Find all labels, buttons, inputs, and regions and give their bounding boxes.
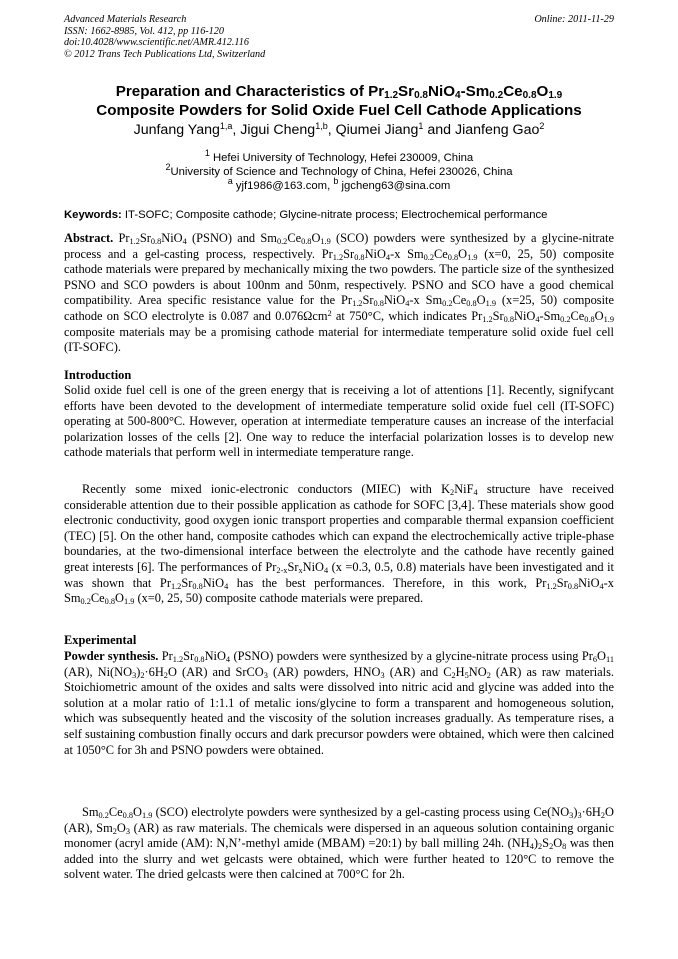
keywords-text: IT-SOFC; Composite cathode; Glycine-nitrate process; Electrochemical performance bbox=[121, 209, 548, 221]
issn-line: ISSN: 1662-8985, Vol. 412, pp 116-120 bbox=[64, 25, 224, 37]
title-line-2: Composite Powders for Solid Oxide Fuel Cell Cathode Applications bbox=[96, 102, 582, 119]
affiliation-2: $^2$University of Science and Technology of China, Hefei 230026, China bbox=[165, 162, 513, 178]
powder-synthesis-label: Powder synthesis. bbox=[64, 649, 159, 663]
introduction-paragraph-2: Recently some mixed ionic-electronic conductors (MIEC) with $K_2NiF_4$ structure have received considerable attention due to their possible application as cathode for SOFC [3,4]. These materials show good electronic conductivity, good oxygen ionic transport properties and comparable thermal expansion coefficient (TEC) [5]. On the other hand, composite cathodes which can expand the electrochemically active triple-phase boundaries, at the two-dimensional interface between the electrolyte and the cathode have recently gained great interests [6]. The performances of $Pr_{2-x}Sr_xNiO_4$ (x =0.3, 0.5, 0.8) materials have been investigated and it was shown that $Pr_{1.2}Sr_{0.8}NiO_4$ has the best performances. Therefore, in this work, $Pr_{1.2}Sr_{0.8}NiO_4-x$ $Sm_{0.2}Ce_{0.8}O_{1.9}$ (x=0, 25, 50) composite cathode materials were prepared. bbox=[64, 482, 614, 607]
author-emails: $^a$ yjf1986@163.com, $^b$ jgcheng63@sina.com bbox=[227, 176, 451, 192]
paper-title bbox=[40, 82, 638, 120]
title-line-1: Preparation and Characteristics of $Pr_{1.2}Sr_{0.8}NiO_4-Sm_{0.2}Ce_{0.8}O_{1.9}$ bbox=[115, 83, 563, 101]
introduction-heading: Introduction bbox=[64, 368, 132, 382]
copyright-line: © 2012 Trans Tech Publications Ltd, Switzerland bbox=[64, 48, 266, 60]
journal-name: Advanced Materials Research bbox=[64, 14, 187, 25]
online-date: Online: 2011-11-29 bbox=[534, 14, 614, 25]
doi-line: doi:10.4028/www.scientific.net/AMR.412.116 bbox=[64, 37, 249, 48]
experimental-paragraph-2: $Sm_{0.2}Ce_{0.8}O_{1.9}$ (SCO) electrolyte powders were synthesized by a gel-casting process using $Ce(NO_3)_3\cdot 6H_2O$ (AR), $Sm_2O_3$ (AR) as raw materials. The chemicals were dispersed in an aqueous solution containing organic monomer (acryl amide (AM): N,N’-methyl amide (MBAM) =20:1) by ball milling 24h. $(NH_4)_2S_2O_8$ was then added into the slurry and wet gelcasts were obtained, which were further heated to 120°C to remove the solvent water. The dried gelcasts were then calcined at 700°C for 2h. bbox=[64, 805, 614, 882]
keywords-label: Keywords: bbox=[64, 209, 122, 221]
abstract-paragraph: Abstract. $Pr_{1.2}Sr_{0.8}NiO_4$ (PSNO) and $Sm_{0.2}Ce_{0.8}O_{1.9}$ (SCO) powders were synthesized by a glycine-nitrate process and a gel-casting process, respectively. $Pr_{1.2}Sr_{0.8}NiO_4-x$ $Sm_{0.2}Ce_{0.8}O_{1.9}$ (x=0, 25, 50) composite cathode materials were prepared by mechanically mixing the two powders. The particle size of the synthesized PSNO and SCO powders is about 100nm and 50nm, respectively. PSNO and SCO have a good chemical compatibility. Area specific resistance value for the $Pr_{1.2}Sr_{0.8}NiO_4-x$ $Sm_{0.2}Ce_{0.8}O_{1.9}$ (x=25, 50) composite cathode on SCO electrolyte is 0.087 and 0.076Ωcm$^2$ at 750°C, which indicates $Pr_{1.2}Sr_{0.8}NiO_4-Sm_{0.2}Ce_{0.8}O_{1.9}$ composite materials may be a promising cathode material for intermediate temperature solid oxide fuel cell (IT-SOFC). bbox=[64, 231, 614, 355]
journal-header bbox=[64, 14, 265, 60]
introduction-paragraph-1: Solid oxide fuel cell is one of the green energy that is receiving a lot of attentions [1]. Recently, signifycant efforts have been devoted to the development of intermediate temperature solid oxide fuel cell (IT-SOFC) operating at 500-800°C. However, operation at intermediate temperature causes an increase of the interfacial polarization losses of the cells [2]. One way to reduce the interfacial polarization losses is to develop new cathode materials that perform well in intermediate temperature range. bbox=[64, 383, 614, 460]
experimental-heading: Experimental bbox=[64, 633, 137, 647]
keywords bbox=[64, 208, 616, 222]
abstract-label: Abstract. bbox=[64, 231, 114, 245]
author-list: Junfang Yang$^{1,a}$, Jigui Cheng$^{1,b}$, Qiumei Jiang$^1$ and Jianfeng Gao$^2$ bbox=[133, 121, 545, 138]
affiliation-1: $^1$ Hefei University of Technology, Hefei 230009, China bbox=[204, 148, 474, 164]
experimental-paragraph-1: Powder synthesis. $Pr_{1.2}Sr_{0.8}NiO_4$ (PSNO) powders were synthesized by a glycine-nitrate process using $Pr_6O_{11}$ (AR), $Ni(NO_3)_2\cdot 6H_2O$ (AR) and SrCO$_3$ (AR) powders, $HNO_3$ (AR) and $C_2H_5NO_2$ (AR) as raw materials. Stoichiometric amount of the oxides and salts were dissolved into nitric acid and glycine was added into the solution at a molar ratio of 1:1.1 of metalic ions/glycine to form a transparent and homogeneous solution, which was subsequently heated and the viscosity of the solution increases gradually. As temperature rises, a self sustaining combustion finally occurs and dark precursor powders were obtained, which were then calcined at 1050°C for 3h and PSNO powders were obtained. bbox=[64, 649, 615, 757]
